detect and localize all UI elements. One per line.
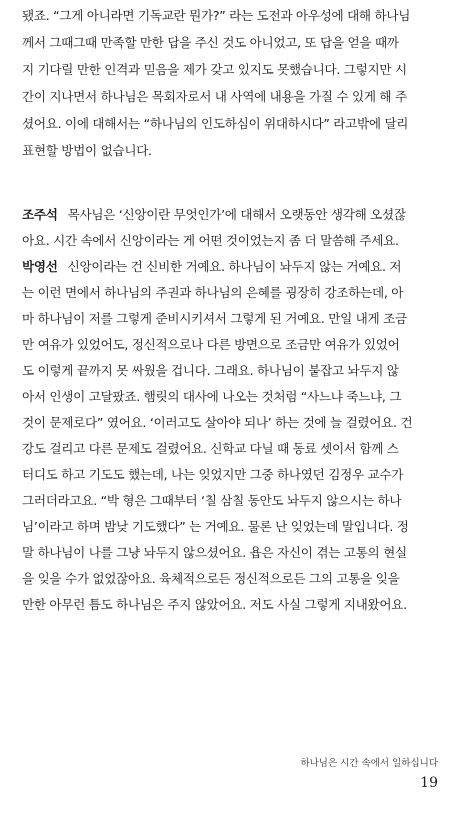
body-text-line: 간이 지나면서 하나님은 목회자로서 내 사역에 내용을 가질 수 있게 해 주 xyxy=(22,89,407,104)
answer-text-line: 아서 인생이 고달팠죠. 햄릿의 대사에 나오는 것처럼 “사느냐 죽느냐, 그 xyxy=(22,389,402,404)
question-text-line: 아요. 시간 속에서 신앙이라는 게 어떤 것이었는지 좀 더 말씀해 주세요. xyxy=(22,233,399,248)
question-text: 목사님은 ‘신앙이란 무엇인가’에 대해서 오랫동안 생각해 오셨잖 xyxy=(67,207,406,222)
answer-text-line: 만한 아무런 틈도 하나님은 주지 않았어요. 저도 사실 그렇게 지내왔어요. xyxy=(22,597,407,612)
answer-text-line: 도 이렇게 끝까지 못 싸웠을 겁니다. 그래요. 하나님이 붙잡고 놔두지 않 xyxy=(22,363,399,378)
answer-text-line: 는 이런 면에서 하나님의 주권과 하나님의 은혜를 굉장히 강조하는데, 아 xyxy=(22,285,404,300)
speaker-name: 조주석 xyxy=(22,207,58,222)
body-text-line: 표현할 방법이 없습니다. xyxy=(22,143,152,158)
body-text-line: 께서 그때그때 만족할 만한 답을 주신 것도 아니었고, 또 답을 얻을 때까 xyxy=(22,35,399,50)
answer-text-line: 을 잊을 수가 없었잖아요. 육체적으로든 정신적으로든 그의 고통을 잊을 xyxy=(22,571,400,586)
answer-text-line: 것이 문제로다” 였어요. ‘이러고도 살아야 되나’ 하는 것에 늘 걸렸어요. 건 xyxy=(22,415,413,430)
answer-text-line: 말 하나님이 나를 그냥 놔두지 않으셨어요. 욥은 자신이 겪는 고통의 현실 xyxy=(22,545,407,560)
page-number: 19 xyxy=(420,775,438,791)
answer-text-line: 님’이라고 하며 밤낮 기도했다” 는 거예요. 물론 난 잊었는데 말입니다. 정 xyxy=(22,519,409,534)
interview-answer-line xyxy=(22,259,448,275)
answer-text: 신앙이라는 건 신비한 거예요. 하나님이 놔두지 않는 거예요. 저 xyxy=(67,259,402,274)
body-text-line: 셨어요. 이에 대해서는 “하나님의 인도하심이 위대하시다” 라고밖에 달리 xyxy=(22,116,409,131)
body-text-line: 지 기다릴 만한 인격과 믿음을 제가 갖고 있지도 못했습니다. 그렇지만 시 xyxy=(22,62,407,77)
answer-text-line: 만 여유가 있었어도, 정신적으로나 다른 방면으로 조금만 여유가 있었어 xyxy=(22,337,400,352)
answer-text-line: 그러더라고요. “박 형은 그때부터 ‘칠 삼칠 동안도 놔두지 않으시는 하나 xyxy=(22,493,402,508)
running-footer-title: 하나님은 시간 속에서 일하십니다 xyxy=(300,758,438,769)
interview-question-line xyxy=(22,207,448,223)
body-text-line: 됐죠. “그게 아니라면 기독교란 뭔가?” 라는 도전과 아우성에 대해 하나님 xyxy=(22,8,411,23)
answer-text-line: 터디도 하고 기도도 했는데, 나는 잊었지만 그중 하나였던 김정우 교수가 xyxy=(22,467,404,482)
answer-text-line: 마 하나님이 저를 그렇게 준비시키셔서 그렇게 된 거예요. 만일 내게 조금 xyxy=(22,311,407,326)
speaker-name: 박영선 xyxy=(22,259,58,274)
answer-text-line: 강도 걸리고 다른 문제도 걸렸어요. 신학교 다닐 때 동료 셋이서 함께 스 xyxy=(22,441,399,456)
